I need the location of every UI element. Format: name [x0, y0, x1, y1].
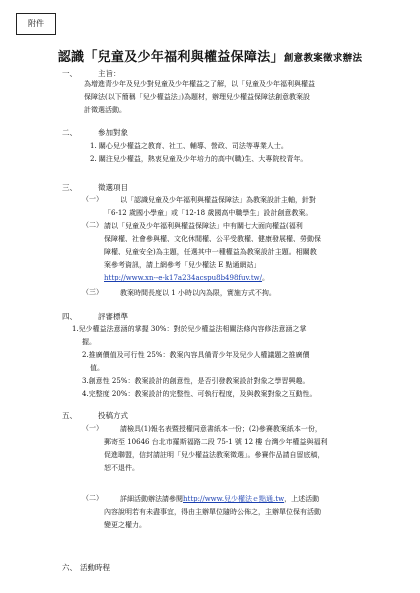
section-3-item-2-line: 障權、兒童安全)為主題，任選其中一種權益為教案設計主題。相關教	[104, 248, 317, 256]
section-3-item-2-line: 請以「兒童及少年福利與權益保障法」中有關七大面向權益(福利	[104, 222, 303, 230]
section-5-item-2-line: 內容說明若有未盡事宜，得由主辦單位隨時公佈之，主辦單位保有活動	[104, 508, 321, 516]
section-3-item-1-line: 以「認識兒童及少年福利與權益保障法」為教案設計主軸，針對	[120, 196, 316, 204]
section-3-item-1-text	[120, 194, 415, 207]
section-5-item-1-line: 郵寄至 10646 台北市羅斯福路二段 75-1 號 12 樓 台灣少年權益與福利	[104, 438, 328, 446]
section-4-line: 2.推廣價值及可行性 25%：教案內容具備青少年及兒少人權議題之推廣價	[82, 351, 310, 359]
section-3-number: 三、	[62, 183, 77, 192]
section-4-heading: 評審標準	[98, 312, 128, 321]
title-sub: 創意教案徵求辦法	[283, 53, 363, 64]
section-5-heading: 投稿方式	[98, 411, 128, 420]
link-suffix: 。	[262, 274, 270, 282]
section-4-line: 握。	[82, 338, 96, 346]
section-4-number: 四、	[62, 312, 77, 321]
section-3-item-1-line: 「6-12 歲國小學童」或「12-18 歲國高中職學生」設計創意教案。	[104, 209, 313, 217]
title-main: 認識「兒童及少年福利與權益保障法」	[57, 50, 284, 65]
section-3-item-1-label: （一）	[82, 195, 103, 203]
rights-website-link[interactable]: http://www.xn--e-k17a234acspu8b498fuv.tw/	[104, 274, 263, 282]
section-3-item-3-label: （三）	[82, 288, 103, 296]
section-5-item-1-line: 恕不退件。	[104, 464, 139, 472]
section-5-item-1-label: （一）	[82, 424, 103, 432]
section-4-line: 4.完整度 20%：教案設計的完整性、可執行程度，及與教案對象之互動性。	[82, 390, 317, 398]
section-2-heading: 參加對象	[98, 128, 128, 137]
section-3-heading: 徵選項目	[98, 183, 128, 192]
section-1-heading: 主旨：	[98, 69, 121, 78]
section-5-item-1-line: 請檢具(1)報名表暨授權同意書紙本一份；(2)參賽教案紙本一份，	[120, 425, 322, 433]
section-3-item-2-label: （二）	[82, 221, 103, 229]
section-4-line: 值。	[90, 364, 104, 372]
section-3-item-2-line: 保障權、社會參與權、文化休閒權、公平受教權、健康發展權、勞動保	[104, 235, 321, 243]
section-3-item-2-line: 案參考資訊，請上網參考「兒少權法 E 點通網站」	[104, 261, 261, 269]
attachment-label-box: 附件	[16, 13, 56, 35]
section-3-item-2-link-line	[104, 272, 416, 285]
section-5-item-2-prefix: 詳細活動辦法請參閱	[120, 495, 183, 503]
section-2-item: 2. 關注兒少權益，熱衷兒童及少年培力的高中(職)生、大專院校青年。	[90, 155, 308, 163]
section-5-item-2-first-line	[120, 493, 415, 506]
section-5-number: 五、	[62, 411, 77, 420]
section-4-line: 3.創意性 25%：教案設計的創意性，是否引發教案設計對象之學習興趣。	[82, 377, 310, 385]
section-5-item-2-line: 變更之權力。	[104, 521, 146, 529]
section-2-item: 1. 關心兒少權益之教育、社工、輔導、營政、司法等專業人士。	[90, 142, 288, 150]
section-3-item-2-text	[104, 220, 416, 285]
section-4-line: 1.兒少權益法意涵的掌握 30%：對於兒少權益法相關法條內容修法意涵之掌	[72, 325, 307, 333]
section-1-line: 為增進青少年及兒少對兒童及少年權益之了解，以「兒童及少年福利與權益	[84, 80, 315, 88]
section-1-line: 計徵選活動。	[84, 106, 126, 114]
section-2-number: 二、	[62, 128, 77, 137]
section-3-item-3-text: 教案時間長度以 1 小時以內為限，實施方式不拘。	[120, 289, 276, 297]
section-6-heading: 活動時程	[80, 563, 110, 572]
section-1-number: 一、	[62, 69, 77, 78]
document-title	[0, 46, 420, 65]
section-1-body	[84, 78, 414, 117]
event-website-link[interactable]: http://www.兒少權法ｅ點通.tw	[183, 495, 285, 503]
section-5-item-1-cont	[104, 436, 416, 475]
section-5-item-2-suffix: ，上述活動	[284, 495, 320, 503]
section-1-line: 保障法(以下簡稱「兒少權益法」)為題材，辦理兒少權益保障法創意教案設	[84, 93, 310, 101]
section-2-body	[90, 140, 410, 166]
section-6-number: 六、	[62, 563, 77, 572]
section-5-item-2-cont	[104, 506, 416, 532]
section-5-item-2-label: （二）	[82, 494, 103, 502]
section-3-item-1-cont	[104, 207, 414, 220]
section-5-item-1-line: 促進聯盟，信封請註明「兒少權益法教案徵選」。參賽作品請自留底稿，	[104, 451, 325, 459]
